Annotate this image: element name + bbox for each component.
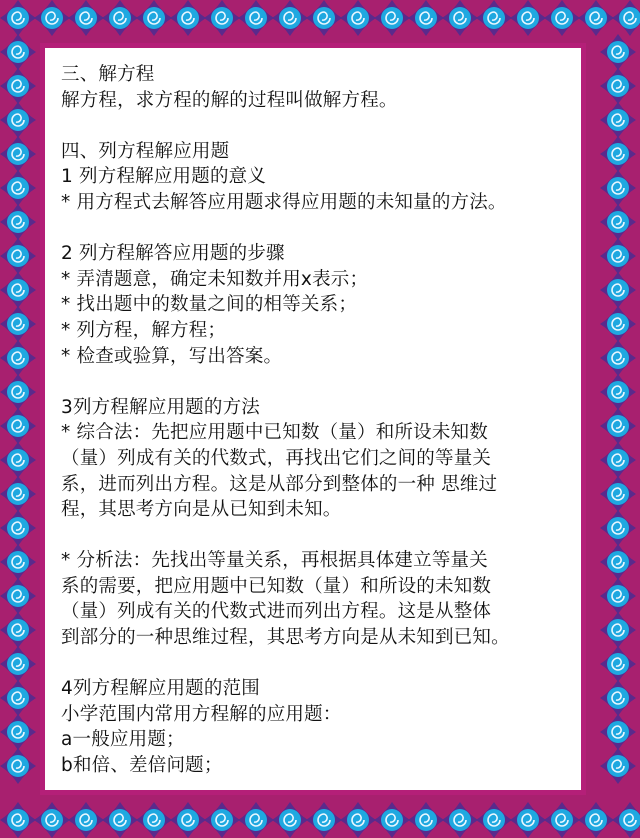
swirl-ornament bbox=[34, 0, 70, 36]
text-line: b和倍、差倍问题； bbox=[61, 755, 223, 777]
swirl-ornament bbox=[204, 802, 240, 838]
spacer bbox=[61, 523, 571, 549]
swirl-ornament bbox=[600, 170, 636, 206]
swirl-ornament bbox=[510, 802, 546, 838]
swirl-ornament bbox=[600, 748, 636, 784]
document-text bbox=[61, 62, 571, 779]
swirl-ornament bbox=[306, 0, 342, 36]
swirl-ornament bbox=[102, 802, 138, 838]
swirl-ornament bbox=[510, 0, 546, 36]
swirl-ornament bbox=[442, 802, 478, 838]
swirl-ornament bbox=[340, 0, 376, 36]
swirl-ornament bbox=[0, 374, 36, 410]
swirl-ornament bbox=[612, 0, 640, 36]
subsection-heading: 3列方程解应用题的方法 bbox=[61, 396, 260, 418]
swirl-ornament bbox=[0, 612, 36, 648]
swirl-ornament bbox=[0, 408, 36, 444]
swirl-ornament bbox=[578, 0, 614, 36]
swirl-ornament bbox=[0, 272, 36, 308]
swirl-ornament bbox=[374, 802, 410, 838]
swirl-ornament bbox=[544, 802, 580, 838]
swirl-ornament bbox=[0, 204, 36, 240]
bullet-line: * 找出题中的数量之间的相等关系； bbox=[61, 294, 358, 316]
swirl-ornament bbox=[0, 306, 36, 342]
swirl-ornament bbox=[476, 0, 512, 36]
section-heading: 四、列方程解应用题 bbox=[61, 140, 230, 162]
swirl-ornament bbox=[0, 0, 36, 36]
text-line: 系的需要，把应用题中已知数（量）和所设的未知数 bbox=[61, 575, 492, 597]
swirl-ornament bbox=[600, 578, 636, 614]
swirl-ornament bbox=[136, 802, 172, 838]
swirl-ornament bbox=[600, 102, 636, 138]
swirl-ornament bbox=[0, 68, 36, 104]
swirl-ornament bbox=[600, 544, 636, 580]
swirl-ornament bbox=[34, 802, 70, 838]
swirl-ornament bbox=[612, 802, 640, 838]
swirl-ornament bbox=[0, 136, 36, 172]
swirl-ornament bbox=[0, 510, 36, 546]
swirl-ornament bbox=[0, 170, 36, 206]
spacer bbox=[61, 369, 571, 395]
swirl-ornament bbox=[0, 544, 36, 580]
swirl-ornament bbox=[136, 0, 172, 36]
text-line: 程，其思考方向是从已知到未知。 bbox=[61, 499, 342, 521]
text-line: 系，进而列出方程。这是从部分到整体的一种 思维过 bbox=[61, 473, 498, 495]
swirl-ornament bbox=[578, 802, 614, 838]
swirl-ornament bbox=[0, 476, 36, 512]
text-line: （量）列成有关的代数式进而列出方程。这是从整体 bbox=[61, 601, 492, 623]
spacer bbox=[61, 113, 571, 139]
swirl-ornament bbox=[600, 272, 636, 308]
text-line: a一般应用题； bbox=[61, 729, 185, 751]
swirl-ornament bbox=[600, 714, 636, 750]
text-line: * 分析法：先找出等量关系，再根据具体建立等量关 bbox=[61, 550, 488, 572]
document-panel bbox=[40, 43, 586, 795]
swirl-ornament bbox=[600, 68, 636, 104]
swirl-ornament bbox=[600, 476, 636, 512]
swirl-ornament bbox=[0, 646, 36, 682]
swirl-ornament bbox=[204, 0, 240, 36]
bullet-line: * 弄清题意，确定未知数并用x表示； bbox=[61, 268, 369, 290]
spacer bbox=[61, 216, 571, 242]
swirl-ornament bbox=[0, 34, 36, 70]
swirl-ornament bbox=[102, 0, 138, 36]
swirl-ornament bbox=[0, 680, 36, 716]
text-line: * 综合法：先把应用题中已知数（量）和所设未知数 bbox=[61, 422, 488, 444]
swirl-ornament bbox=[600, 442, 636, 478]
subsection-heading: 4列方程解应用题的范围 bbox=[61, 678, 260, 700]
text-line: （量）列成有关的代数式，再找出它们之间的等量关 bbox=[61, 447, 492, 469]
swirl-ornament bbox=[600, 238, 636, 274]
text-line: 小学范围内常用方程解的应用题： bbox=[61, 703, 342, 725]
text-line: 到部分的一种思维过程，其思考方向是从未知到已知。 bbox=[61, 627, 510, 649]
text-line: 1 列方程解应用题的意义 bbox=[61, 166, 267, 188]
swirl-ornament bbox=[238, 0, 274, 36]
swirl-ornament bbox=[0, 748, 36, 784]
swirl-ornament bbox=[0, 578, 36, 614]
swirl-ornament bbox=[68, 0, 104, 36]
swirl-ornament bbox=[600, 34, 636, 70]
bullet-line: * 列方程，解方程； bbox=[61, 319, 227, 341]
swirl-ornament bbox=[544, 0, 580, 36]
swirl-ornament bbox=[272, 0, 308, 36]
swirl-ornament bbox=[600, 374, 636, 410]
bullet-line: * 检查或验算，写出答案。 bbox=[61, 345, 283, 367]
swirl-ornament bbox=[0, 102, 36, 138]
swirl-ornament bbox=[68, 802, 104, 838]
swirl-ornament bbox=[600, 306, 636, 342]
swirl-ornament bbox=[600, 680, 636, 716]
swirl-ornament bbox=[408, 0, 444, 36]
swirl-ornament bbox=[306, 802, 342, 838]
swirl-ornament bbox=[0, 714, 36, 750]
swirl-ornament bbox=[272, 802, 308, 838]
swirl-ornament bbox=[600, 204, 636, 240]
subsection-heading: 2 列方程解答应用题的步骤 bbox=[61, 243, 285, 265]
swirl-ornament bbox=[374, 0, 410, 36]
swirl-ornament bbox=[170, 802, 206, 838]
spacer bbox=[61, 651, 571, 677]
swirl-ornament bbox=[0, 238, 36, 274]
text-line: * 用方程式去解答应用题求得应用题的未知量的方法。 bbox=[61, 191, 507, 213]
swirl-ornament bbox=[600, 408, 636, 444]
swirl-ornament bbox=[408, 802, 444, 838]
section-heading: 三、解方程 bbox=[61, 64, 155, 85]
swirl-ornament bbox=[600, 136, 636, 172]
swirl-ornament bbox=[0, 442, 36, 478]
swirl-ornament bbox=[600, 612, 636, 648]
swirl-ornament bbox=[600, 510, 636, 546]
swirl-ornament bbox=[442, 0, 478, 36]
swirl-ornament bbox=[476, 802, 512, 838]
text-line: 解方程，求方程的解的过程叫做解方程。 bbox=[61, 89, 398, 111]
swirl-ornament bbox=[600, 646, 636, 682]
swirl-ornament bbox=[600, 340, 636, 376]
swirl-ornament bbox=[170, 0, 206, 36]
swirl-ornament bbox=[0, 340, 36, 376]
swirl-ornament bbox=[340, 802, 376, 838]
swirl-ornament bbox=[238, 802, 274, 838]
swirl-ornament bbox=[0, 802, 36, 838]
